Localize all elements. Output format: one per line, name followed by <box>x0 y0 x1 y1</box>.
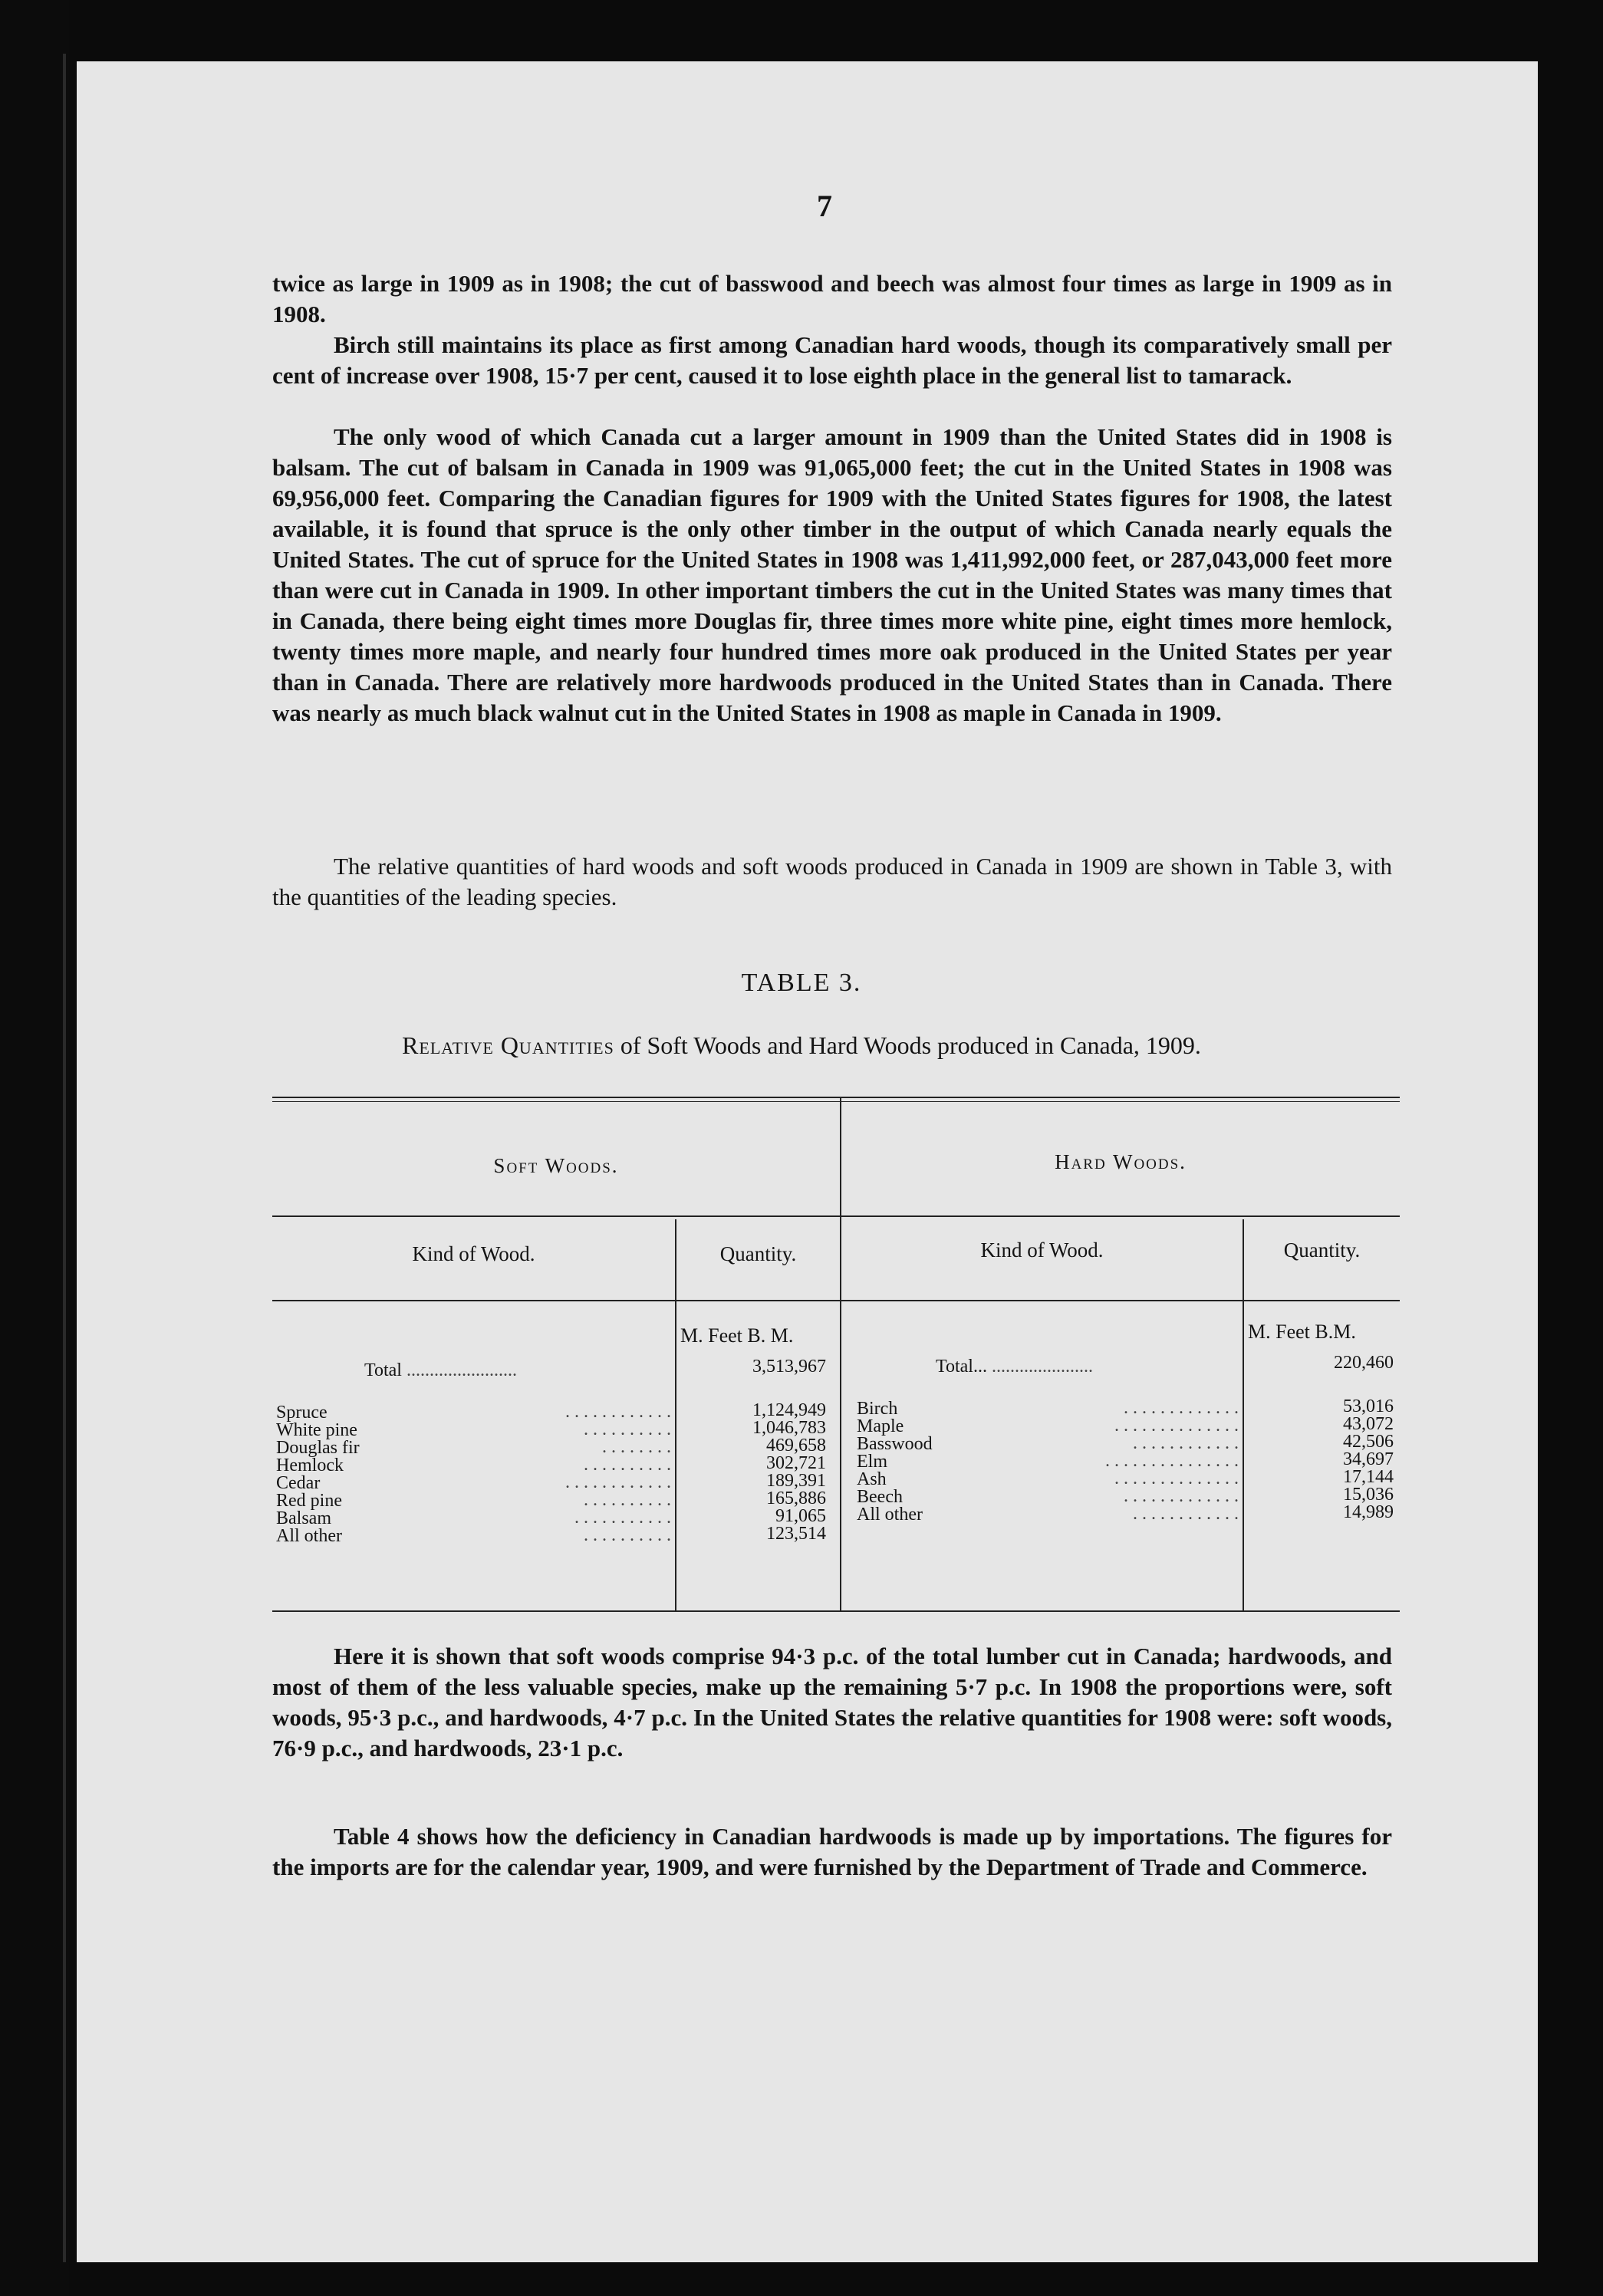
soft-row-qty: 123,514 <box>766 1524 826 1544</box>
soft-row-kind: Spruce <box>276 1403 328 1423</box>
paragraph-3: The only wood of which Canada cut a larger amount in 1909 than the United States did in 1908 is balsam. The cut of balsam in Canada in 1909 was 91,065,000 feet; the cut in the United States in 1908 was 69,956,000 feet. Comparing the Canadian figures for 1909 with the United States figures for 1908, the latest available, it is found that spruce is the only other timber in the output of which Canada nearly equals the United States. The cut of spruce for the United States in 1908 was 1,411,992,000 feet, or 287,043,000 feet more than were cut in Canada in 1909. In other important timbers the cut in the United States was many times that in Canada, there being eight times more Douglas fir, three times more white pine, eight times more hemlock, twenty times more maple, and nearly four hundred times more oak produced in the United States per year than in Canada. There are relatively more hardwoods produced in the United States than in Canada. There was nearly as much black walnut cut in the United States in 1908 as maple in Canada in 1909. <box>272 423 1392 726</box>
paragraph-1: twice as large in 1909 as in 1908; the cut of basswood and beech was almost four times as large in 1909 as in 1908. <box>272 270 1392 327</box>
soft-quantity-header: Quantity. <box>719 1242 797 1265</box>
table-top-rule-2 <box>272 1101 1400 1102</box>
soft-row-qty: 189,391 <box>766 1471 826 1491</box>
soft-row-kind: White pine <box>276 1420 357 1440</box>
hard-row-kind: Elm <box>857 1452 887 1472</box>
table-title: TABLE 3. <box>741 969 862 997</box>
table-caption <box>0 1031 1603 1060</box>
hard-unit-label: M. Feet B.M. <box>1248 1321 1356 1343</box>
table-caption-rest: of Soft Woods and Hard Woods produced in Canada, 1909. <box>614 1031 1201 1059</box>
soft-row-kind: Balsam <box>276 1508 331 1528</box>
paragraph-4: The relative quantities of hard woods and soft woods produced in Canada in 1909 are shown in Table 3, with the quantities of the leading species. <box>272 853 1392 910</box>
soft-woods-header: Soft Woods. <box>493 1154 619 1177</box>
hard-row-kind: All other <box>857 1505 923 1525</box>
soft-row-qty: 91,065 <box>775 1506 826 1526</box>
soft-total-value: 3,513,967 <box>752 1357 826 1377</box>
hard-row-qty: 43,072 <box>1343 1414 1394 1434</box>
paragraph-5: Here it is shown that soft woods comprise 94·3 p.c. of the total lumber cut in Canada; hardwoods, and most of them of the less valuable species, make up the remaining 5·7 p.c. In 1908 the proportions were, soft woods, 95·3 p.c., and hardwoods, 4·7 p.c. In the United States the relative quantities for 1908 were: soft woods, 76·9 p.c., and hardwoods, 23·1 p.c. <box>272 1643 1392 1761</box>
hard-row-kind: Beech <box>857 1487 903 1507</box>
soft-kind-header: Kind of Wood. <box>412 1242 535 1265</box>
hard-row-qty: 14,989 <box>1343 1502 1394 1522</box>
book-spine-shadow <box>0 0 69 2296</box>
hard-row-qty: 17,144 <box>1343 1467 1394 1487</box>
book-spine-line <box>63 54 66 2262</box>
paragraph-2: Birch still maintains its place as first among Canadian hard woods, though its comparatively small per cent of increase over 1908, 15·7 per cent, caused it to lose eighth place in the general list to tamarack. <box>272 331 1392 389</box>
hard-row-qty: 53,016 <box>1343 1396 1394 1416</box>
hard-row-qty: 34,697 <box>1343 1449 1394 1469</box>
lumber-table <box>272 1097 1400 1618</box>
hard-row-kind: Maple <box>857 1416 904 1436</box>
soft-row-kind: Red pine <box>276 1491 342 1511</box>
soft-row-kind: All other <box>276 1526 342 1546</box>
hard-quantity-header: Quantity. <box>1283 1238 1361 1261</box>
hard-row-kind: Basswood <box>857 1434 933 1454</box>
page-number: 7 <box>817 189 832 223</box>
hard-row-qty: 15,036 <box>1343 1485 1394 1505</box>
soft-leader-dots: . . . . . . . . . . . . . . . . . . . . . . . . . . . . . . . . . . . . . . . . . . . . . . . . . . . . . . . . . . . . . . . . . . . . . . . . . . . . . . . . . . . <box>565 1402 671 1545</box>
hard-row-qty: 42,506 <box>1343 1432 1394 1452</box>
hard-woods-header: Hard Woods. <box>1055 1150 1187 1173</box>
table-top-rule <box>272 1097 1400 1098</box>
hard-total-row: Total... ...................... <box>936 1357 1093 1377</box>
hard-row-kind: Ash <box>857 1469 887 1489</box>
soft-row-kind: Cedar <box>276 1473 321 1493</box>
hard-total-label: Total... <box>936 1357 987 1377</box>
soft-total-row: Total ........................ <box>364 1360 517 1380</box>
table-bottom-rule <box>272 1610 1400 1612</box>
soft-row-kind: Douglas fir <box>276 1438 360 1458</box>
group-header-rule <box>272 1215 1400 1217</box>
soft-unit-label: M. Feet B. M. <box>680 1324 794 1347</box>
soft-total-label: Total <box>364 1360 402 1380</box>
column-header-rule <box>272 1300 1400 1301</box>
soft-row-qty: 469,658 <box>766 1436 826 1456</box>
hard-total-value: 220,460 <box>1334 1353 1394 1373</box>
hard-leader-dots: . . . . . . . . . . . . . . . . . . . . . . . . . . . . . . . . . . . . . . . . . . . . . . . . . . . . . . . . . . . . . . . . . . . . . . . . . . . . . . . . . . . . . . . . . . . . . <box>1105 1398 1239 1524</box>
soft-row-qty: 165,886 <box>766 1488 826 1508</box>
hard-row-kind: Birch <box>857 1399 898 1419</box>
table-caption-smallcaps: Relative Quantities <box>402 1031 614 1059</box>
paragraph-6: Table 4 shows how the deficiency in Canadian hardwoods is made up by importations. The figures for the imports are for the calendar year, 1909, and were furnished by the Department of Trade and Commerce. <box>272 1823 1392 1880</box>
soft-row-qty: 1,046,783 <box>752 1418 826 1438</box>
soft-row-qty: 302,721 <box>766 1453 826 1473</box>
soft-row-qty: 1,124,949 <box>752 1400 826 1420</box>
soft-row-kind: Hemlock <box>276 1456 344 1475</box>
hard-kind-header: Kind of Wood. <box>980 1238 1104 1261</box>
